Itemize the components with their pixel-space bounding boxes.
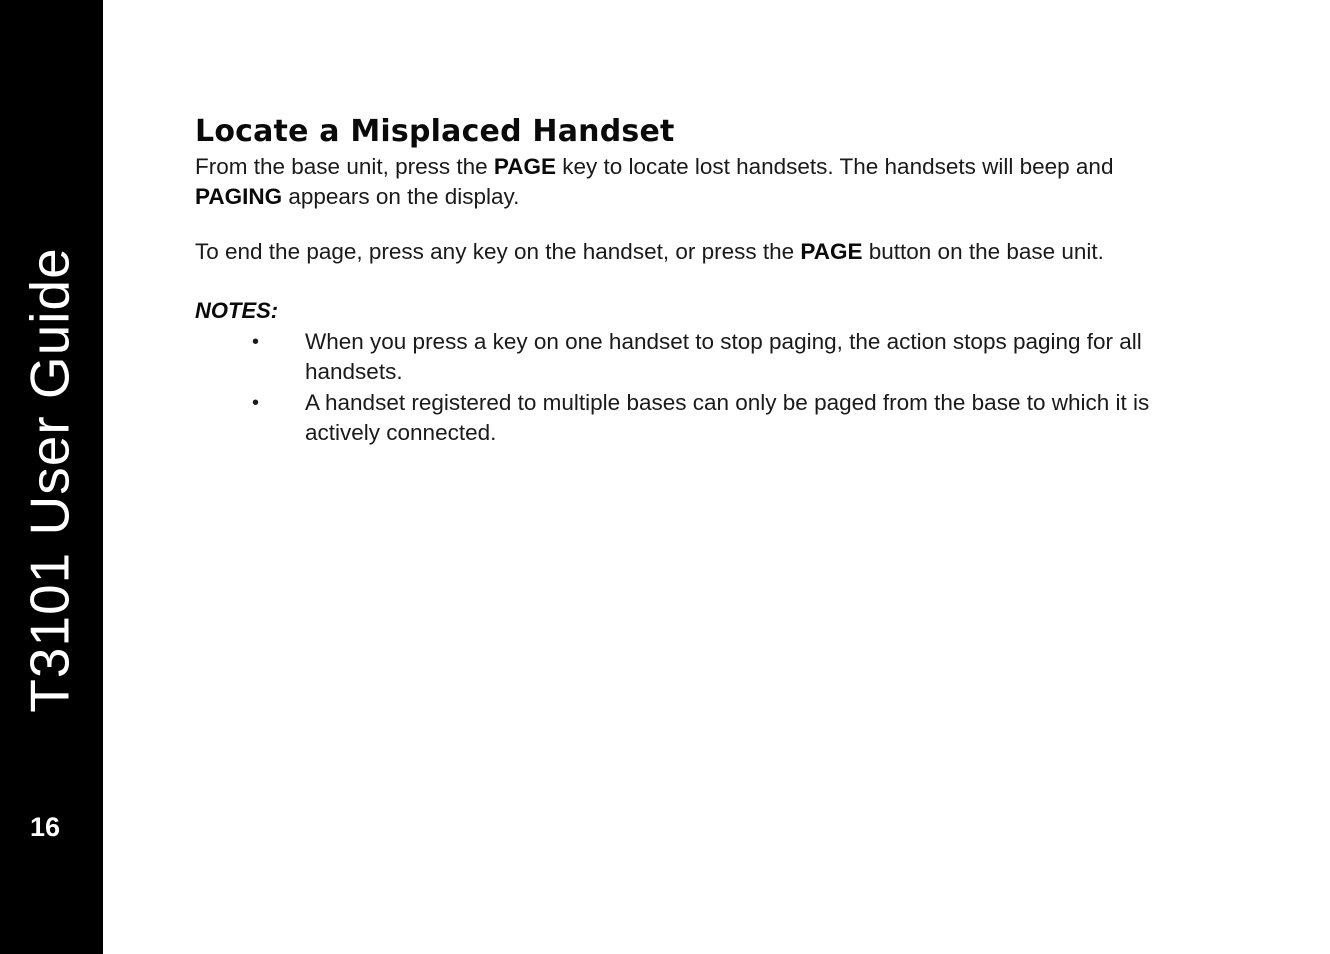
bullet-icon: • — [252, 391, 260, 414]
end-page-text-2: button on the base unit. — [862, 239, 1104, 264]
end-page-text-1: To end the page, press any key on the handset, or press the — [195, 239, 801, 264]
note-text: When you press a key on one handset to stop paging, the action stops paging for all handsets. — [305, 328, 1142, 384]
intro-text-1: From the base unit, press the — [195, 154, 494, 179]
notes-label: NOTES: — [195, 297, 279, 323]
page-content — [195, 112, 1205, 448]
page-number: 16 — [30, 812, 61, 842]
note-text: A handset registered to multiple bases can only be paged from the base to which it is actively connected. — [305, 389, 1150, 445]
intro-text-2: key to locate lost handsets. The handsets will beep and — [556, 154, 1114, 179]
paging-display-label: PAGING — [195, 183, 283, 209]
sidebar — [0, 0, 103, 954]
guide-title: T3101 User Guide — [18, 247, 81, 713]
notes-list — [195, 327, 1205, 448]
bullet-icon: • — [252, 330, 260, 353]
section-heading: Locate a Misplaced Handset — [195, 114, 675, 149]
page-key-label: PAGE — [493, 154, 557, 179]
intro-text-3: appears on the display. — [282, 183, 520, 209]
intro-paragraph — [195, 152, 1205, 211]
end-page-paragraph — [195, 237, 1205, 267]
list-item — [195, 388, 1205, 448]
list-item — [195, 327, 1205, 387]
page-button-label: PAGE — [800, 239, 863, 264]
